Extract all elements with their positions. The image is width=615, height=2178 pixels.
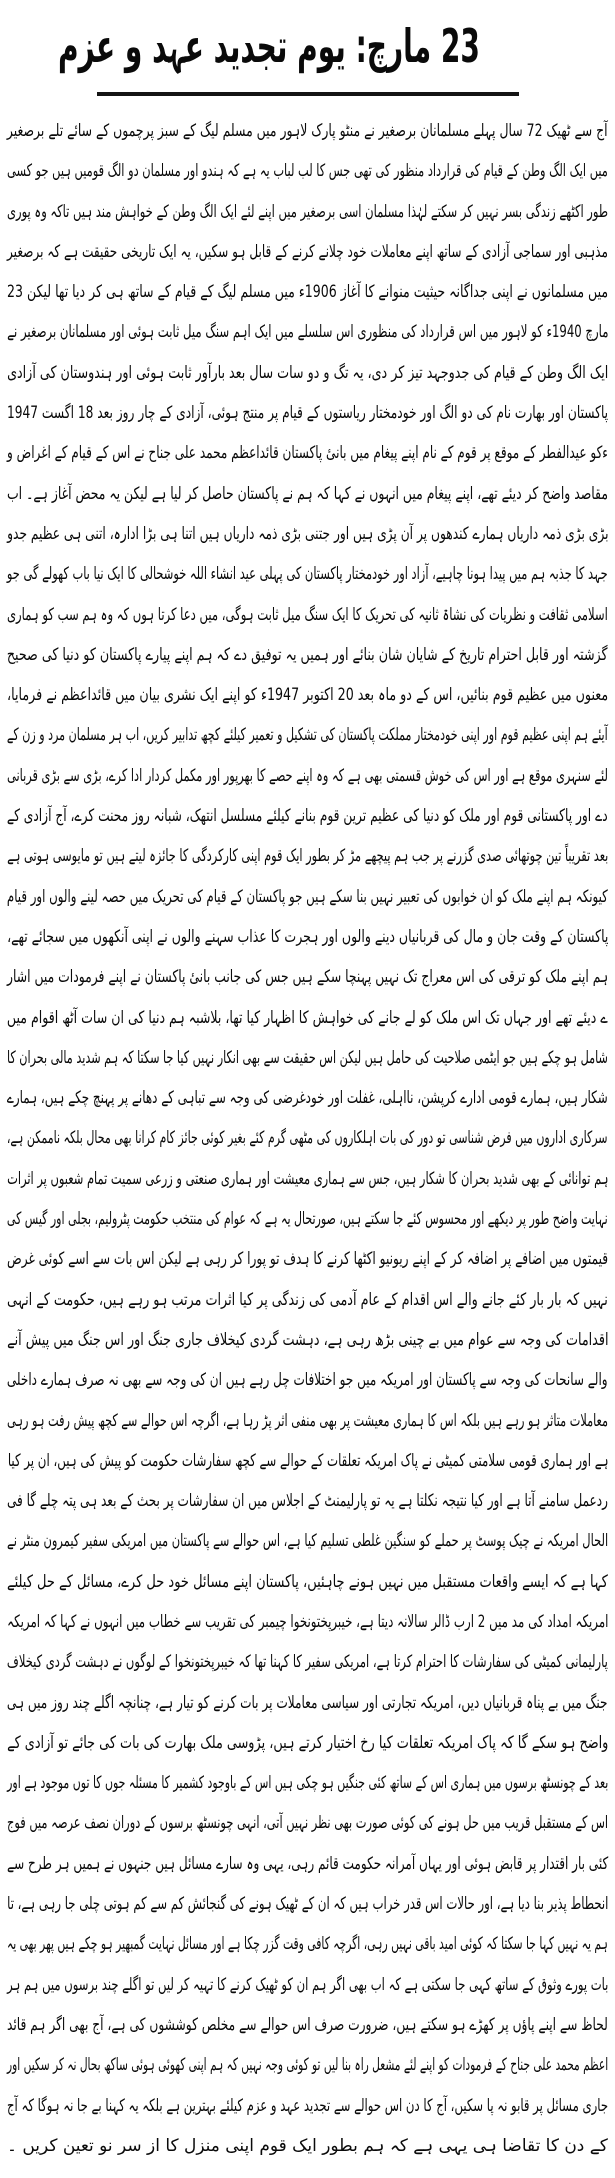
article-line: ردعمل سامنے آتا ہے اور کیا نتیجہ نکلتا ہے یہ تو پارلیمنٹ کے اجلاس میں ان سفارشات پر بحث کے بعد ہی پتہ چلے گا فی xyxy=(7,1491,608,1512)
article-line: لحاظ سے اپنے پاؤں پر کھڑے ہو سکتے ہیں، ضرورت صرف اس حوالے سے مخلص کوششوں کی ہے، آج بھی اگر ہم قائد xyxy=(7,2014,608,2035)
article-line: انحطاط پذیر بنا دیا ہے، اور حالات اس قدر خراب ہیں کہ ان کے ٹھیک ہونے کی گنجائش کم سے کم ہوتی چلی جا رہی ہے، تا xyxy=(6,1894,608,1915)
article-line: والے سانحات کی وجہ سے پاکستان اور امریکہ میں جو اختلافات چل رہے ہیں ان کی وجہ سے بھی نہ صرف ہمارے داخلی xyxy=(7,1370,608,1391)
article-line: اس کے مستقبل قریب میں حل ہونے کی کوئی صورت بھی نظر نہیں آتی، انہی چونسٹھ برسوں کے دوران نصف عرصہ میں فوج xyxy=(6,1813,608,1834)
article-title-text: 23 مارچ: یوم تجدید عہد و عزم xyxy=(58,19,481,73)
article-line: آیئے ہم اپنی عظیم قوم اور اپنی خودمختار مملکت پاکستان کی تشکیل و تعمیر کیلئے کچھ تدابیر کریں، اب ہر مسلمان مرد و زن کے xyxy=(7,725,608,746)
article-line: ہے اور ہماری قومی سلامتی کمیٹی نے پاک امریکہ تعلقات کے حوالے سے کچھ سفارشات حکومت کو پیش کی ہیں، ان پر کیا xyxy=(7,1450,608,1471)
article-line: ہم اپنے ملک کو ترقی کی اس معراج تک نہیں پہنچا سکے ہیں جس کی جانب بانیٔ پاکستان نے اپنے فرمودات میں اشار xyxy=(6,967,608,988)
article-line: واضح ہو سکے گا کہ پاک امریکہ تعلقات کیا رخ اختیار کرتے ہیں، پڑوسی ملک بھارت کی بات کی جائے تو آزادی کے xyxy=(6,1732,608,1753)
article-line: کیونکہ ہم اپنے ملک کو ان خوابوں کی تعبیر نہیں بنا سکے ہیں جو پاکستان کے قیام کی تحریک میں حصہ لینے والوں اور قیام xyxy=(7,886,608,907)
article-line: قیمتوں میں اضافے پر اضافہ کر کے اپنے ریونیو اکٹھا کرنے کا ہدف تو پورا کر رہی ہے لیکن اس بات سے اسے کوئی غرض xyxy=(6,1249,608,1270)
article-line: جہد کا جذبہ ہم میں پیدا ہونا چاہیے، آزاد اور خودمختار پاکستان کی پہلی عید انشاء اللہ خوشحالی کا ایک نیا باب کھولے گی جو xyxy=(7,564,608,585)
article-title xyxy=(0,2,615,90)
article-line: معاملات متاثر ہو رہے ہیں بلکہ اس کا ہماری معیشت پر بھی منفی اثر پڑ رہا ہے، اگرچہ اس حوالے سے کچھ پیش رفت ہو رہی xyxy=(6,1410,608,1431)
article-line: گزشتہ اور قابل احترام تاریخ کے شایان شان بنائے اور ہمیں یہ توفیق دے کہ ہم اپنے پیارے پاکستان کو دنیا کی صحیح xyxy=(7,644,608,665)
article-line: ہم یہ نہیں کہا جا سکتا کہ کوئی امید باقی نہیں رہی، اگرچہ کافی وقت گزر چکا ہے اور مسائل نہایت گمبھیر ہو چکے ہیں پھر بھی یہ xyxy=(7,1934,608,1955)
article-line: کئی بار اقتدار پر قابض ہوئی اور یہاں آمرانہ حکومت قائم رہی، یہی وہ سارے مسائل ہیں جنہوں نے ہمیں ہر طرح سے xyxy=(6,1853,608,1874)
article-header xyxy=(0,0,615,96)
article-line: طور اکٹھے زندگی بسر نہیں کر سکتے لہٰذا مسلمان اسی برصغیر میں اپنے لئے ایک الگ وطن کے خواہش مند ہیں تاکہ وہ پوری xyxy=(6,201,608,222)
article-line: شامل ہو چکے ہیں جو ایٹمی صلاحیت کی حامل ہیں لیکن اس حقیقت سے بھی انکار نہیں کیا جا سکتا کہ ہم شدید مالی بحران کا xyxy=(7,1047,608,1068)
article-line: مارچ 1940ء کو لاہور میں اس قرارداد کی منظوری اس سلسلے میں ایک اہم سنگ میل ثابت ہوئی اور مسلمانان برصغیر نے xyxy=(6,322,608,343)
article-line: شکار ہیں، ہمارے قومی ادارے کرپشن، نااہلی، غفلت اور خودغرضی کی وجہ سے تباہی کے دھانے پر پہنچ چکے ہیں، ہمارے xyxy=(7,1088,608,1109)
article-line: معنوں میں عظیم قوم بنائیں، اس کے دو ماہ بعد 20 اکتوبر 1947ء کو اپنے ایک نشری بیان میں قائداعظم نے فرمایا، xyxy=(6,685,608,706)
article-line: امریکہ امداد کی مد میں 2 ارب ڈالر سالانہ دیتا ہے، خیبرپختونخوا چیمبر کی تقریب سے خطاب میں انہوں نے کہا کہ امریکہ xyxy=(6,1611,608,1632)
article-line: آج سے ٹھیک 72 سال پہلے مسلمانان برصغیر نے منٹو پارک لاہور میں مسلم لیگ کے سبز پرچموں کے سائے تلے برصغیر xyxy=(7,121,608,141)
article-line: الحال امریکہ نے چیک پوسٹ پر حملے کو سنگین غلطی تسلیم کیا ہے، اس حوالے سے پاکستان میں امریکی سفیر کیمرون منٹر نے xyxy=(6,1531,608,1552)
article-line: جاری مسائل پر قابو نہ پا سکیں، آج کا دن اس حوالے سے تجدید عہد و عزم کیلئے بہترین ہے بلکہ یہ کہنا بے جا نہ ہوگا کہ آج xyxy=(6,2095,608,2116)
article-line: بات پورے وثوق کے ساتھ کہی جا سکتی ہے کہ اب بھی اگر ہم ان کو ٹھیک کرنے کا تہیہ کر لیں تو اگلے چند برسوں میں ہم ہر xyxy=(6,1974,608,1995)
article-line: اعظم محمد علی جناح کے فرمودات کو اپنے لئے مشعل راہ بنا لیں تو کوئی وجہ نہیں کہ ہم اپنی کھوئی ہوئی ساکھ بحال نہ کر سکیں اور xyxy=(6,2055,608,2076)
article-line: اقدامات کی وجہ سے عوام میں بے چینی بڑھ رہی ہے، دہشت گردی کیخلاف جاری جنگ اور اس جنگ میں پیش آنے xyxy=(6,1329,608,1350)
article-line: سرکاری اداروں میں فرض شناسی تو دور کی بات اہلکاروں کی مٹھی گرم کئے بغیر کوئی جائز کام کرانا بھی محال بلکہ ناممکن ہے، xyxy=(7,1128,608,1149)
article-line: پاکستان کے وقت جان و مال کی قربانیاں دینے والوں اور ہجرت کا عذاب سہنے والوں نے اپنی آنکھوں میں سجائے تھے، xyxy=(6,926,608,947)
article-line: بعد کے چونسٹھ برسوں میں ہماری اس کے ساتھ کئی جنگیں ہو چکی ہیں اس کے باوجود کشمیر کا مسئلہ جوں کا توں موجود ہے اور xyxy=(6,1773,608,1794)
article-line: کہا ہے کہ ایسے واقعات مستقبل میں نہیں ہونے چاہئیں، پاکستان اپنے مسائل خود حل کرے، مسائل کے حل کیلئے xyxy=(7,1571,608,1592)
article-line: اسلامی ثقافت و نظریات کی نشاۃ ثانیہ کی تحریک کا ایک سنگ میل ثابت ہوگی، میں دعا کرتا ہوں کہ وہ ہم سب کو ہماری xyxy=(7,604,608,625)
article-line: دے اور پاکستانی قوم اور ملک کو دنیا کی عظیم ترین قوم بنانے کیلئے مسلسل انتھک، شبانہ روز محنت کرے، آج آزادی کے xyxy=(7,806,608,827)
article-line: میں ایک الگ وطن کے قیام کی قرارداد منظور کی تھی جس کا لب لباب یہ ہے کہ ہندو اور مسلمان دو الگ قومیں ہیں جو کسی xyxy=(7,161,608,182)
article-line: کے دن کا تقاضا ہی یہی ہے کہ ہم بطور ایک قوم اپنی منزل کا از سر نو تعین کریں ۔ xyxy=(7,2135,608,2156)
article-line: نہایت واضح طور پر دیکھے اور محسوس کئے جا سکتے ہیں، صورتحال یہ ہے کہ عوام کی منتخب حکومت پٹرولیم، بجلی اور گیس کی xyxy=(7,1209,608,1230)
article-line: مقاصد واضح کر دیئے تھے، اپنے پیغام میں انہوں نے کہا کہ ہم نے پاکستان حاصل کر لیا ہے لیکن یہ محض آغاز ہے۔ اب xyxy=(7,483,608,504)
article-line: بعد تقریباً تین چوتھائی صدی گزرنے پر جب ہم پیچھے مڑ کر بطور ایک قوم اپنی کارکردگی کا جائزہ لیتے ہیں تو مایوسی ہوتی ہے xyxy=(6,846,608,867)
article-line: پارلیمانی کمیٹی کی سفارشات کا احترام کرتا ہے، امریکی سفیر کا کہنا تھا کہ خیبرپختونخوا کے لوگوں نے دہشت گردی کیخلاف xyxy=(7,1652,608,1673)
article-line: نہیں کہ بار بار کئے جانے والے اس اقدام کے عام آدمی کی زندگی پر کیا اثرات مرتب ہو رہے ہیں، حکومت کے انہی xyxy=(7,1289,608,1310)
article-line: میں مسلمانوں نے اپنی جداگانہ حیثیت منوانے کا آغاز 1906ء میں مسلم لیگ کے قیام کے ساتھ ہی کر دیا تھا لیکن 23 xyxy=(6,282,608,303)
article-line: لئے سنہری موقع ہے اور اس کی خوش قسمتی بھی ہے کہ وہ اپنے حصے کا بھرپور اور مکمل کردار ادا کرے، بڑی سے بڑی قربانی xyxy=(7,765,608,786)
article-line: جنگ میں بے پناہ قربانیاں دیں، امریکہ تجارتی اور سیاسی معاملات پر بات کرنے کو تیار ہے، چنانچہ اگلے چند روز میں ہی xyxy=(7,1692,608,1713)
article-line: پاکستان اور بھارت نام کی دو الگ اور خودمختار ریاستوں کے قیام پر منتج ہوئی، آزادی کے چار روز بعد 18 اگست 1947 xyxy=(6,403,608,424)
article-line: ءکو عیدالفطر کے موقع پر قوم کے نام اپنے پیغام میں بانیٔ پاکستان قائداعظم محمد علی جناح نے اس کے قیام کے اغراض و xyxy=(7,443,608,464)
article-line: بڑی بڑی ذمہ داریاں ہمارے کندھوں پر آن پڑی ہیں اور جتنی بڑی ذمہ داریاں ہیں اتنا ہی بڑا ادارہ، اتنی ہی عظیم جدو xyxy=(6,523,608,544)
article-line: ایک الگ وطن کے قیام کی جدوجہد تیز کر دی، یہ تگ و دو سات سال بعد بارآور ثابت ہوئی اور ہندوستان کی آزادی xyxy=(6,362,608,383)
article-line: مذہبی اور سماجی آزادی کے ساتھ اپنے معاملات خود چلانے کرنے کے قابل ہو سکیں، یہ ایک تاریخی حقیقت ہے کہ برصغیر xyxy=(6,241,608,262)
article-line: ہم توانائی کے بھی شدید بحران کا شکار ہیں، جس سے ہماری معیشت اور ہماری صنعتی و زرعی سمیت تمام شعبوں پر اثرات xyxy=(6,1168,608,1189)
article-body xyxy=(0,96,615,2166)
article-line: ے دیئے تھے اور جہاں تک اس ملک کو لے جانے کی خواہش کا اظہار کیا تھا، بلاشبہ ہم دنیا کی ان سات آٹھ اقوام میں xyxy=(7,1007,608,1028)
